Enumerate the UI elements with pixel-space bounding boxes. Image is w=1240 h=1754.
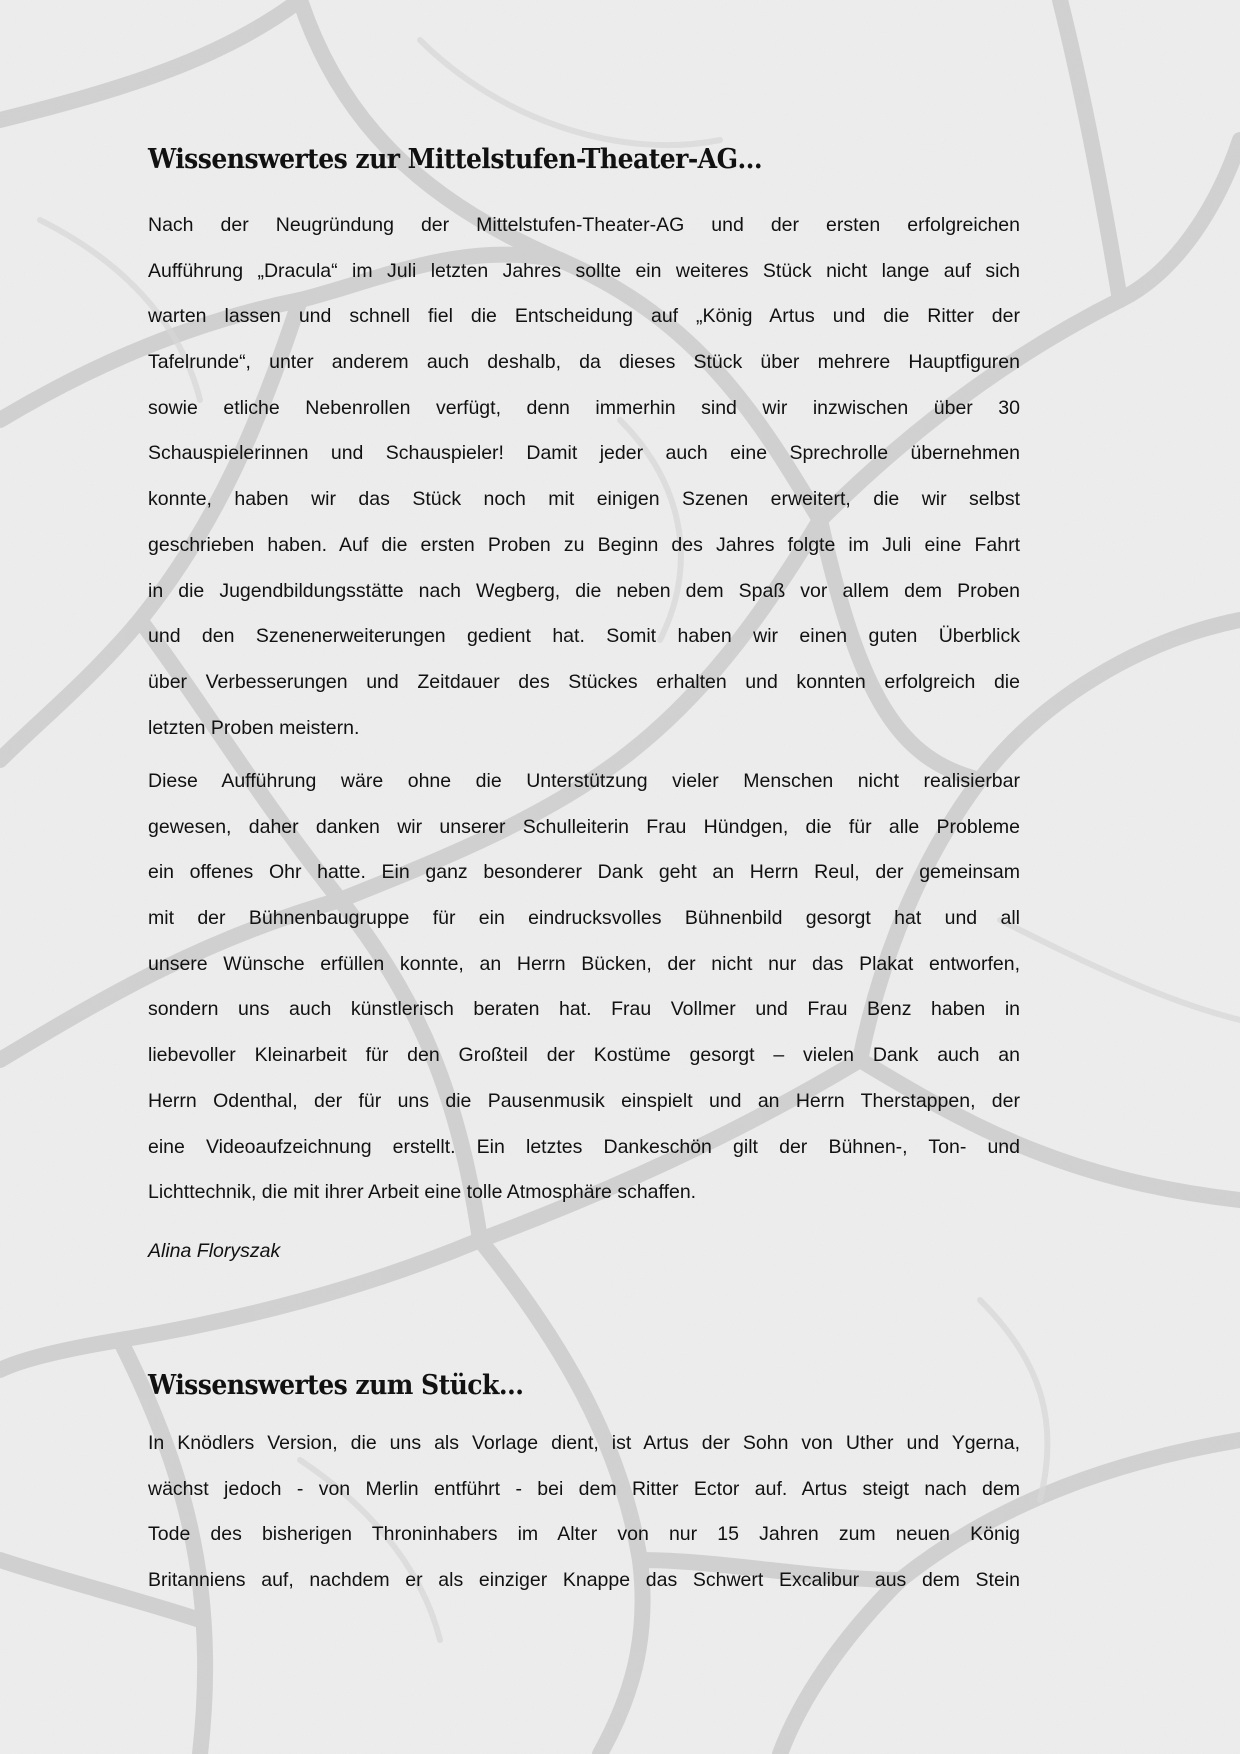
paragraph-play-summary [148,1421,1020,1604]
text-line: Diese Aufführung wäre ohne die Unterstützung vieler Menschen nicht realisierbar [148,770,1020,792]
text-line: konnte, haben wir das Stück noch mit einigen Szenen erweitert, die wir selbst [148,488,1020,511]
text-line: unsere Wünsche erfüllen konnte, an Herrn Bücken, der nicht nur das Plakat entworfen, [148,952,1020,975]
text-line: liebevoller Kleinarbeit für den Großteil der Kostüme gesorgt – vielen Dank auch an [148,1044,1020,1067]
section-heading-play: Wissenswertes zum Stück… [148,1370,524,1401]
section-heading-theater-ag: Wissenswertes zur Mittelstufen-Theater-AG… [148,144,763,175]
text-line: sowie etliche Nebenrollen verfügt, denn immerhin sind wir inzwischen über 30 [148,396,1020,419]
paragraph-intro [148,203,1020,751]
text-line: ein offenes Ohr hatte. Ein ganz besonderer Dank geht an Herrn Reul, der gemeinsam [148,861,1020,884]
text-line: sondern uns auch künstlerisch beraten hat. Frau Vollmer und Frau Benz haben in [148,998,1020,1021]
text-line: In Knödlers Version, die uns als Vorlage dient, ist Artus der Sohn von Uther und Ygerna, [148,1432,1020,1454]
text-line: Nach der Neugründung der Mittelstufen-Theater-AG und der ersten erfolgreichen [148,214,1020,236]
text-line: in die Jugendbildungsstätte nach Wegberg, die neben dem Spaß vor allem dem Proben [148,579,1020,602]
author-signature: Alina Floryszak [148,1240,281,1262]
text-line: Tode des bisherigen Throninhabers im Alter von nur 15 Jahren zum neuen König [148,1523,1020,1546]
paragraph-acknowledgements [148,759,1020,1216]
text-line: gewesen, daher danken wir unserer Schulleiterin Frau Hündgen, die für alle Probleme [148,815,1020,838]
text-line: geschrieben haben. Auf die ersten Proben zu Beginn des Jahres folgte im Juli eine Fahrt [148,533,1020,556]
text-line: Britanniens auf, nachdem er als einziger Knappe das Schwert Excalibur aus dem Stein [148,1569,1020,1592]
text-line: über Verbesserungen und Zeitdauer des Stückes erhalten und konnten erfolgreich die [148,670,1020,693]
text-line: Tafelrunde“, unter anderem auch deshalb, da dieses Stück über mehrere Hauptfiguren [148,351,1020,374]
text-line: Herrn Odenthal, der für uns die Pausenmusik einspielt und an Herrn Therstappen, der [148,1089,1020,1112]
text-line: mit der Bühnenbaugruppe für ein eindrucksvolles Bühnenbild gesorgt hat und all [148,907,1020,930]
text-line: Lichttechnik, die mit ihrer Arbeit eine tolle Atmosphäre schaffen. [148,1181,697,1204]
text-line: letzten Proben meistern. [148,716,360,739]
text-line: wächst jedoch - von Merlin entführt - bei dem Ritter Ector auf. Artus steigt nach dem [148,1477,1020,1500]
text-line: eine Videoaufzeichnung erstellt. Ein letztes Dankeschön gilt der Bühnen-, Ton- und [148,1135,1020,1158]
text-line: warten lassen und schnell fiel die Entscheidung auf „König Artus und die Ritter der [148,305,1020,328]
text-line: und den Szenenerweiterungen gedient hat. Somit haben wir einen guten Überblick [148,625,1020,648]
text-line: Schauspielerinnen und Schauspieler! Damit jeder auch eine Sprechrolle übernehmen [148,442,1020,465]
text-line: Aufführung „Dracula“ im Juli letzten Jahres sollte ein weiteres Stück nicht lange auf sich [148,259,1020,282]
